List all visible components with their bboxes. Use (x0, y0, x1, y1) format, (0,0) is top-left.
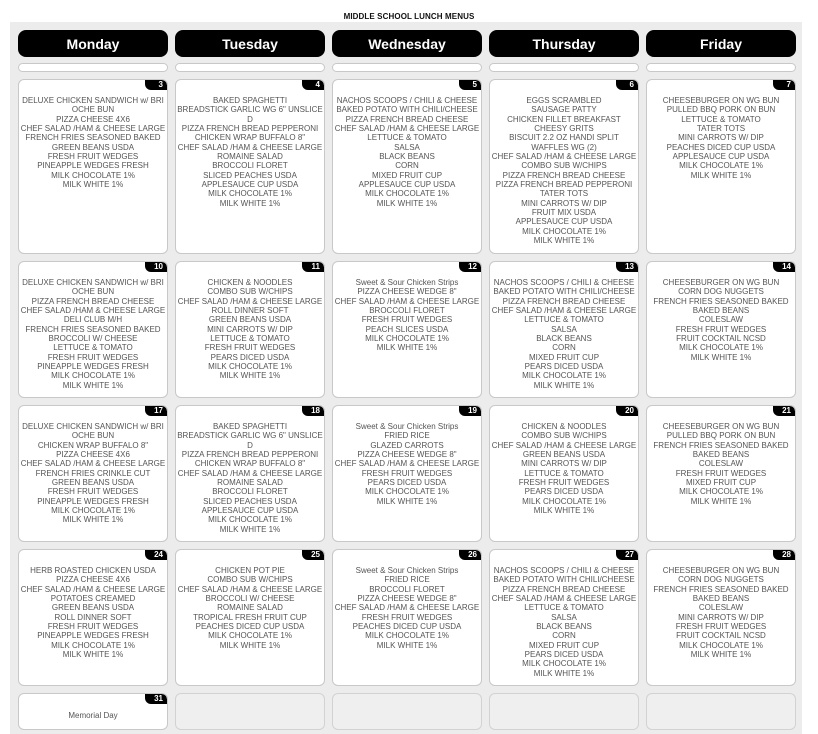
menu-item: PIZZA FRENCH BREAD PEPPERONI (495, 180, 633, 190)
menu-item: Sweet & Sour Chicken Strips (355, 278, 459, 287)
empty-day-cell (646, 693, 796, 730)
menu-item: FRESH FRUIT WEDGES (47, 152, 139, 162)
menu-item: PIZZA CHEESE WEDGE 8" (357, 594, 457, 604)
menu-item-list (19, 422, 167, 525)
menu-item: FRENCH FRIES SEASONED BAKED (25, 133, 161, 143)
menu-item: MILK CHOCOLATE 1% (522, 371, 606, 381)
menu-item: PIZZA FRENCH BREAD CHEESE (31, 296, 155, 306)
menu-item: MILK WHITE 1% (62, 650, 124, 660)
menu-item: COLESLAW (698, 315, 744, 325)
menu-item: FRUIT COCKTAIL NCSD (676, 334, 766, 344)
menu-item: CHEF SALAD /HAM & CHEESE LARGE (20, 124, 166, 134)
menu-item-list (333, 278, 481, 353)
menu-item: BAKED POTATO WITH CHILI/CHEESE (336, 105, 478, 115)
date-badge: 5 (459, 80, 481, 90)
menu-item: MILK WHITE 1% (62, 380, 124, 390)
date-badge: 4 (302, 80, 324, 90)
menu-item: MIXED FRUIT CUP (528, 352, 600, 362)
menu-item: GREEN BEANS USDA (522, 450, 606, 460)
menu-item: POTATOES CREAMED (50, 594, 136, 604)
menu-item: FRUIT COCKTAIL NCSD (676, 631, 766, 641)
menu-item: Sweet & Sour Chicken Strips (355, 422, 459, 431)
menu-item: FRESH FRUIT WEDGES (47, 622, 139, 632)
menu-item: CHICKEN WRAP BUFFALO 8" (194, 133, 306, 143)
menu-item: MILK CHOCOLATE 1% (208, 189, 292, 199)
menu-item: SLICED PEACHES USDA (203, 496, 297, 506)
date-badge: 3 (145, 80, 167, 90)
menu-item: D (247, 440, 253, 450)
menu-item: MILK CHOCOLATE 1% (365, 189, 449, 199)
menu-item: CHEF SALAD /HAM & CHEESE LARGE (20, 584, 166, 594)
menu-item: D (247, 114, 253, 124)
menu-item: MIXED FRUIT CUP (371, 170, 443, 180)
date-badge: 13 (616, 262, 638, 272)
menu-item: APPLESAUCE CUP USDA (672, 152, 770, 162)
menu-item: MILK WHITE 1% (219, 524, 281, 534)
weekday-header-row (18, 30, 796, 57)
menu-item: ROMAINE SALAD (217, 478, 283, 488)
menu-item: MILK WHITE 1% (219, 198, 281, 208)
menu-item: TATER TOTS (539, 189, 589, 199)
menu-item: GLAZED CARROTS (370, 440, 444, 450)
day-cell (175, 405, 325, 542)
menu-item: CHEESEBURGER ON WG BUN (662, 96, 780, 105)
menu-item-list (490, 566, 638, 678)
menu-item-list (490, 96, 638, 246)
menu-item-list (19, 711, 167, 720)
menu-item: MILK WHITE 1% (62, 180, 124, 190)
menu-item: ROLL DINNER SOFT (54, 612, 132, 622)
day-header-monday: Monday (18, 30, 168, 57)
date-badge: 6 (616, 80, 638, 90)
menu-item: COLESLAW (698, 459, 744, 469)
page-title: MIDDLE SCHOOL LUNCH MENUS (343, 12, 475, 21)
menu-item: MILK WHITE 1% (219, 371, 281, 381)
date-badge: 20 (616, 406, 638, 416)
menu-item: FRENCH FRIES SEASONED BAKED (25, 324, 161, 334)
day-cell (18, 261, 168, 398)
menu-item: GREEN BEANS USDA (208, 315, 292, 325)
menu-item: LETTUCE & TOMATO (53, 343, 133, 353)
menu-item: CHEF SALAD /HAM & CHEESE LARGE (20, 306, 166, 316)
date-badge: 17 (145, 406, 167, 416)
menu-item-list (176, 566, 324, 650)
menu-item: SAUSAGE PATTY (531, 105, 597, 115)
menu-item: MILK WHITE 1% (533, 236, 595, 246)
menu-item: MILK CHOCOLATE 1% (522, 659, 606, 669)
menu-item: GREEN BEANS USDA (51, 603, 135, 613)
menu-item: TATER TOTS (696, 124, 746, 134)
day-cell (175, 79, 325, 254)
menu-item: MILK WHITE 1% (376, 198, 438, 208)
day-header-wednesday: Wednesday (332, 30, 482, 57)
menu-item: TROPICAL FRESH FRUIT CUP (193, 612, 307, 622)
menu-item: PINEAPPLE WEDGES FRESH (37, 496, 149, 506)
menu-item: BAKED POTATO WITH CHILI/CHEESE (493, 575, 635, 585)
menu-item: MILK WHITE 1% (376, 496, 438, 506)
menu-item-list (647, 566, 795, 659)
menu-item: BAKED BEANS (692, 306, 750, 316)
menu-item: PINEAPPLE WEDGES FRESH (37, 161, 149, 171)
menu-item: CHEF SALAD /HAM & CHEESE LARGE (334, 603, 480, 613)
day-cell (332, 79, 482, 254)
menu-item: PEARS DICED USDA (367, 478, 447, 488)
menu-item: PEARS DICED USDA (210, 352, 290, 362)
menu-item: BROCCOLI W/ CHEESE (205, 594, 295, 604)
menu-item-list (333, 96, 481, 208)
menu-item: HERB ROASTED CHICKEN USDA (30, 566, 156, 575)
menu-item: PULLED BBQ PORK ON BUN (666, 105, 776, 115)
day-header-friday: Friday (646, 30, 796, 57)
menu-item: PINEAPPLE WEDGES FRESH (37, 631, 149, 641)
blank-strip (18, 63, 168, 72)
menu-item: APPLESAUCE CUP USDA (515, 217, 613, 227)
day-cell (489, 405, 639, 542)
menu-item: PEACHES DICED CUP USDA (195, 622, 305, 632)
day-header-thursday: Thursday (489, 30, 639, 57)
menu-item: MILK WHITE 1% (376, 343, 438, 353)
menu-item: CORN (552, 631, 576, 641)
day-cell (18, 405, 168, 542)
menu-item-list (490, 422, 638, 515)
menu-item: CHEF SALAD /HAM & CHEESE LARGE (177, 584, 323, 594)
menu-item: CHEF SALAD /HAM & CHEESE LARGE (177, 468, 323, 478)
menu-item: NACHOS SCOOPS / CHILI & CHEESE (336, 96, 478, 105)
date-badge: 19 (459, 406, 481, 416)
date-badge: 31 (145, 694, 167, 704)
menu-item: CHICKEN WRAP BUFFALO 8" (37, 440, 149, 450)
menu-item: MILK CHOCOLATE 1% (51, 640, 135, 650)
menu-item: COMBO SUB W/CHIPS (207, 575, 293, 585)
menu-item: PIZZA FRENCH BREAD CHEESE (502, 584, 626, 594)
menu-item: MILK WHITE 1% (533, 668, 595, 678)
menu-item: CHEF SALAD /HAM & CHEESE LARGE (491, 594, 637, 604)
menu-item: FRENCH FRIES SEASONED BAKED (653, 440, 789, 450)
menu-item: MINI CARROTS W/ DIP (207, 324, 293, 334)
date-badge: 28 (773, 550, 795, 560)
menu-item-list (333, 422, 481, 506)
menu-item: MILK WHITE 1% (219, 640, 281, 650)
menu-item: MILK CHOCOLATE 1% (679, 640, 763, 650)
date-badge: 25 (302, 550, 324, 560)
menu-item: MILK CHOCOLATE 1% (208, 515, 292, 525)
menu-item: Sweet & Sour Chicken Strips (355, 566, 459, 575)
menu-item: BLACK BEANS (536, 622, 592, 632)
menu-item: Memorial Day (68, 711, 118, 720)
menu-item: PIZZA CHEESE 4X6 (56, 114, 130, 124)
menu-item: CORN (395, 161, 419, 171)
menu-item: OCHE BUN (71, 287, 115, 297)
day-cell (489, 79, 639, 254)
menu-item: BROCCOLI FLORET (212, 161, 288, 171)
day-cell (332, 549, 482, 686)
menu-item: MILK CHOCOLATE 1% (365, 334, 449, 344)
menu-item-list (647, 278, 795, 362)
day-cell (332, 405, 482, 542)
menu-item: CHEF SALAD /HAM & CHEESE LARGE (177, 142, 323, 152)
menu-item: SLICED PEACHES USDA (203, 170, 297, 180)
menu-item: MILK CHOCOLATE 1% (365, 487, 449, 497)
menu-item: MINI CARROTS W/ DIP (678, 133, 764, 143)
menu-item-list (19, 278, 167, 390)
menu-item: LETTUCE & TOMATO (524, 315, 604, 325)
menu-item: MILK CHOCOLATE 1% (51, 371, 135, 381)
menu-item: MILK WHITE 1% (376, 640, 438, 650)
blank-strip (332, 63, 482, 72)
menu-item: PINEAPPLE WEDGES FRESH (37, 362, 149, 372)
menu-item: EGGS SCRAMBLED (526, 96, 602, 105)
menu-item: MILK CHOCOLATE 1% (208, 362, 292, 372)
menu-item: PEACHES DICED CUP USDA (666, 142, 776, 152)
menu-item: CHEESEBURGER ON WG BUN (662, 278, 780, 287)
menu-item: CHEF SALAD /HAM & CHEESE LARGE (491, 306, 637, 316)
menu-item: BLACK BEANS (536, 334, 592, 344)
day-cell (646, 405, 796, 542)
menu-item: PIZZA CHEESE 4X6 (56, 450, 130, 460)
day-cell (332, 261, 482, 398)
menu-item: COMBO SUB W/CHIPS (521, 161, 607, 171)
menu-item: CORN (552, 343, 576, 353)
day-cell (489, 261, 639, 398)
menu-item: FRIED RICE (384, 431, 430, 441)
menu-item: NACHOS SCOOPS / CHILI & CHEESE (493, 278, 635, 287)
menu-item: PIZZA CHEESE WEDGE 8" (357, 450, 457, 460)
empty-day-cell (332, 693, 482, 730)
menu-item: FRUIT MIX USDA (531, 208, 597, 218)
menu-item: CHICKEN FILLET BREAKFAST (507, 114, 621, 124)
menu-item: BROCCOLI W/ CHEESE (48, 334, 138, 344)
menu-item: BAKED SPAGHETTI (212, 96, 288, 105)
menu-item: SALSA (551, 612, 577, 622)
menu-item: CORN DOG NUGGETS (678, 575, 764, 585)
menu-item: FRIED RICE (384, 575, 430, 585)
menu-item: FRESH FRUIT WEDGES (675, 324, 767, 334)
menu-item: PIZZA FRENCH BREAD CHEESE (345, 114, 469, 124)
calendar-grid (18, 79, 796, 730)
date-badge: 21 (773, 406, 795, 416)
day-cell (18, 79, 168, 254)
menu-item: FRENCH FRIES CRINKLE CUT (35, 468, 151, 478)
menu-item: BLACK BEANS (379, 152, 435, 162)
menu-item: MILK WHITE 1% (690, 352, 752, 362)
menu-item-list (19, 566, 167, 659)
menu-item: CORN DOG NUGGETS (678, 287, 764, 297)
menu-item: FRESH FRUIT WEDGES (675, 468, 767, 478)
menu-item: MILK CHOCOLATE 1% (679, 343, 763, 353)
menu-item: CHEF SALAD /HAM & CHEESE LARGE (334, 296, 480, 306)
menu-item: APPLESAUCE CUP USDA (201, 180, 299, 190)
blank-strip-row (18, 63, 796, 72)
day-cell (646, 549, 796, 686)
menu-item: BREADSTICK GARLIC WG 6" UNSLICE (177, 105, 323, 115)
menu-item: BROCCOLI FLORET (369, 306, 445, 316)
menu-item: BROCCOLI FLORET (212, 487, 288, 497)
menu-item: MILK WHITE 1% (690, 650, 752, 660)
menu-item: LETTUCE & TOMATO (524, 468, 604, 478)
menu-item: FRESH FRUIT WEDGES (675, 622, 767, 632)
day-cell (646, 261, 796, 398)
blank-strip (175, 63, 325, 72)
menu-item: FRESH FRUIT WEDGES (47, 487, 139, 497)
menu-item-list (176, 422, 324, 534)
day-cell (175, 261, 325, 398)
menu-item: SALSA (551, 324, 577, 334)
menu-item: CHICKEN & NOODLES (207, 278, 293, 287)
menu-item: MILK CHOCOLATE 1% (51, 506, 135, 516)
menu-item: GREEN BEANS USDA (51, 142, 135, 152)
menu-item: MILK CHOCOLATE 1% (679, 161, 763, 171)
date-badge: 10 (145, 262, 167, 272)
menu-item: ROLL DINNER SOFT (211, 306, 289, 316)
menu-item: BAKED BEANS (692, 450, 750, 460)
empty-day-cell (175, 693, 325, 730)
menu-item: DELI CLUB M/H (63, 315, 123, 325)
menu-item: PIZZA FRENCH BREAD CHEESE (502, 296, 626, 306)
menu-item: MILK CHOCOLATE 1% (365, 631, 449, 641)
day-cell (489, 549, 639, 686)
menu-item: PEARS DICED USDA (524, 650, 604, 660)
menu-item: PULLED BBQ PORK ON BUN (666, 431, 776, 441)
menu-item-list (176, 96, 324, 208)
menu-item-list (333, 566, 481, 650)
date-badge: 14 (773, 262, 795, 272)
blank-strip (489, 63, 639, 72)
menu-item: CHICKEN POT PIE (215, 566, 285, 575)
menu-item-list (647, 422, 795, 506)
date-badge: 24 (145, 550, 167, 560)
menu-item: ROMAINE SALAD (217, 603, 283, 613)
menu-item: PIZZA CHEESE 4X6 (56, 575, 130, 585)
menu-item: MIXED FRUIT CUP (685, 478, 757, 488)
menu-item: CHEESEBURGER ON WG BUN (662, 422, 780, 431)
menu-item: GREEN BEANS USDA (51, 478, 135, 488)
empty-day-cell (489, 693, 639, 730)
menu-item: PEARS DICED USDA (524, 487, 604, 497)
menu-item: ROMAINE SALAD (217, 152, 283, 162)
menu-item: BAKED SPAGHETTI (212, 422, 288, 431)
menu-item: COMBO SUB W/CHIPS (207, 287, 293, 297)
menu-item: PEACHES DICED CUP USDA (352, 622, 462, 632)
menu-item: MINI CARROTS W/ DIP (521, 459, 607, 469)
menu-item: FRESH FRUIT WEDGES (518, 478, 610, 488)
menu-item: PIZZA FRENCH BREAD PEPPERONI (181, 450, 319, 460)
menu-item: BROCCOLI FLORET (369, 584, 445, 594)
menu-item: CHEF SALAD /HAM & CHEESE LARGE (491, 440, 637, 450)
menu-item: PIZZA CHEESE WEDGE 8" (357, 287, 457, 297)
menu-item: CHEF SALAD /HAM & CHEESE LARGE (334, 459, 480, 469)
day-cell (18, 549, 168, 686)
menu-item: NACHOS SCOOPS / CHILI & CHEESE (493, 566, 635, 575)
menu-item: APPLESAUCE CUP USDA (201, 506, 299, 516)
menu-item: MILK CHOCOLATE 1% (522, 226, 606, 236)
menu-item: FRESH FRUIT WEDGES (47, 352, 139, 362)
menu-item: MILK CHOCOLATE 1% (522, 496, 606, 506)
menu-item: BAKED BEANS (692, 594, 750, 604)
menu-item-list (19, 96, 167, 189)
menu-item: PIZZA FRENCH BREAD CHEESE (502, 170, 626, 180)
menu-item: MILK CHOCOLATE 1% (51, 170, 135, 180)
menu-item: LETTUCE & TOMATO (681, 114, 761, 124)
menu-item: CHEF SALAD /HAM & CHEESE LARGE (177, 296, 323, 306)
menu-item-list (490, 278, 638, 390)
menu-item: LETTUCE & TOMATO (210, 334, 290, 344)
menu-item: SALSA (394, 142, 420, 152)
menu-item: MILK WHITE 1% (62, 515, 124, 525)
menu-item: FRESH FRUIT WEDGES (361, 612, 453, 622)
menu-item: MIXED FRUIT CUP (528, 640, 600, 650)
menu-item: MILK CHOCOLATE 1% (679, 487, 763, 497)
blank-strip (646, 63, 796, 72)
menu-item: CHICKEN & NOODLES (521, 422, 607, 431)
day-header-tuesday: Tuesday (175, 30, 325, 57)
menu-item: MILK CHOCOLATE 1% (208, 631, 292, 641)
menu-item: PEARS DICED USDA (524, 362, 604, 372)
menu-item: DELUXE CHICKEN SANDWICH w/ BRI (22, 422, 164, 431)
menu-item-list (647, 96, 795, 180)
menu-item: OCHE BUN (71, 431, 115, 441)
menu-item: CHEESY GRITS (534, 124, 594, 134)
menu-item: MILK WHITE 1% (533, 380, 595, 390)
menu-item: BISCUIT 2.2 OZ HANDI SPLIT (509, 133, 619, 143)
day-cell (18, 693, 168, 730)
menu-item: BAKED POTATO WITH CHILI/CHEESE (493, 287, 635, 297)
menu-item: FRENCH FRIES SEASONED BAKED (653, 296, 789, 306)
menu-item: MILK WHITE 1% (690, 496, 752, 506)
menu-item: COMBO SUB W/CHIPS (521, 431, 607, 441)
menu-item: OCHE BUN (71, 105, 115, 115)
menu-item: MILK WHITE 1% (533, 506, 595, 516)
menu-item: DELUXE CHICKEN SANDWICH w/ BRI (22, 278, 164, 287)
menu-item: FRESH FRUIT WEDGES (204, 343, 296, 353)
date-badge: 7 (773, 80, 795, 90)
menu-item: LETTUCE & TOMATO (367, 133, 447, 143)
menu-item: FRESH FRUIT WEDGES (361, 468, 453, 478)
menu-item: FRENCH FRIES SEASONED BAKED (653, 584, 789, 594)
date-badge: 12 (459, 262, 481, 272)
date-badge: 18 (302, 406, 324, 416)
menu-item: CHEESEBURGER ON WG BUN (662, 566, 780, 575)
day-cell (646, 79, 796, 254)
menu-item: COLESLAW (698, 603, 744, 613)
menu-item: FRESH FRUIT WEDGES (361, 315, 453, 325)
date-badge: 27 (616, 550, 638, 560)
menu-item-list (176, 278, 324, 381)
menu-item: BREADSTICK GARLIC WG 6" UNSLICE (177, 431, 323, 441)
menu-item: PIZZA FRENCH BREAD PEPPERONI (181, 124, 319, 134)
date-badge: 26 (459, 550, 481, 560)
menu-item: WAFFLES WG (2) (531, 142, 597, 152)
menu-item: CHEF SALAD /HAM & CHEESE LARGE (20, 459, 166, 469)
menu-item: MILK WHITE 1% (690, 170, 752, 180)
menu-item: PEACH SLICES USDA (365, 324, 449, 334)
menu-item: MINI CARROTS W/ DIP (521, 198, 607, 208)
menu-item: DELUXE CHICKEN SANDWICH w/ BRI (22, 96, 164, 105)
menu-item: MINI CARROTS W/ DIP (678, 612, 764, 622)
date-badge: 11 (302, 262, 324, 272)
menu-item: APPLESAUCE CUP USDA (358, 180, 456, 190)
day-cell (175, 549, 325, 686)
menu-item: LETTUCE & TOMATO (524, 603, 604, 613)
menu-item: CHICKEN WRAP BUFFALO 8" (194, 459, 306, 469)
menu-item: CHEF SALAD /HAM & CHEESE LARGE (491, 152, 637, 162)
menu-item: CHEF SALAD /HAM & CHEESE LARGE (334, 124, 480, 134)
